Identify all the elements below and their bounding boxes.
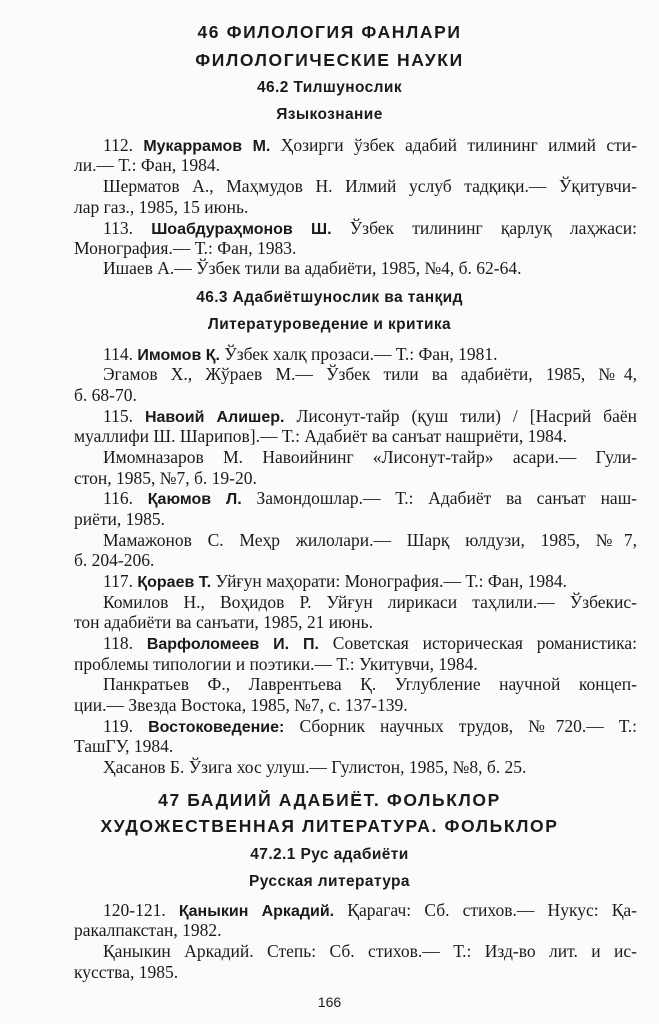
entry-text: Панкратьев Ф., Лаврентьева Қ. Углубление научной концеп-	[103, 674, 637, 694]
entry-text: Замондошлар.— Т.: Адабиёт ва санъат наш-	[241, 488, 637, 508]
entry-number: 112.	[103, 135, 144, 155]
subsection-heading: 47.2.1 Рус адабиёти	[250, 846, 409, 863]
bibliography-line	[103, 900, 637, 922]
entry-text: Шерматов А., Маҳмудов Н. Илмий услуб тадқиқи.— Ўқитувчи-	[103, 176, 637, 196]
bibliography-line	[103, 258, 637, 278]
bibliography-line	[74, 238, 637, 258]
entry-text: Советская историческая романистика:	[318, 633, 637, 653]
section-heading: ФИЛОЛОГИЧЕСКИЕ НАУКИ	[195, 50, 464, 70]
entry-number: 113.	[103, 218, 152, 238]
bibliography-line	[74, 695, 637, 715]
subsection-heading: Языкознание	[276, 106, 383, 123]
bibliography-line	[103, 757, 637, 777]
bibliography-line	[103, 176, 637, 196]
entry-text: Комилов Н., Воҳидов Р. Уйғун лирикаси таҳлили.— Ўзбекис-	[103, 592, 637, 612]
entry-text: ции.— Звезда Востока, 1985, №7, с. 137-139.	[74, 695, 408, 715]
author-name: Имомов Қ.	[137, 347, 220, 364]
bibliography-line	[74, 654, 637, 674]
entry-text: проблемы типологии и поэтики.— Т.: Укитувчи, 1984.	[74, 654, 478, 674]
bibliography-line	[74, 468, 637, 488]
entry-text: стон, 1985, №7, б. 19-20.	[74, 468, 257, 488]
author-name: Варфоломеев И. П.	[146, 636, 319, 653]
subsection-heading: 46.2 Тилшунослик	[256, 79, 403, 96]
author-name: Қаныкин Аркадий.	[178, 903, 335, 920]
entry-text: Ишаев А.— Ўзбек тили ва адабиёти, 1985, №4, б. 62-64.	[103, 258, 522, 278]
entry-text: Ўзбек халқ прозаси.— Т.: Фан, 1981.	[219, 344, 498, 364]
entry-text: ли.— Т.: Фан, 1984.	[74, 155, 220, 175]
author-name: Шоабдураҳмонов Ш.	[151, 221, 332, 238]
bibliography-line	[103, 218, 637, 240]
author-name: Қораев Т.	[137, 574, 212, 591]
bibliography-line	[74, 509, 637, 529]
entry-text: Қарагач: Сб. стихов.— Нукус: Қа-	[334, 900, 638, 920]
entry-text: б. 204-206.	[74, 550, 155, 570]
bibliography-line	[103, 406, 637, 428]
bibliography-line	[103, 716, 637, 738]
bibliography-line	[74, 612, 637, 632]
section-heading: 47 БАДИИЙ АДАБИЁТ. ФОЛЬКЛОР	[158, 790, 501, 810]
section-heading: 46 ФИЛОЛОГИЯ ФАНЛАРИ	[197, 22, 462, 42]
entry-text: Ҳозирги ўзбек адабий тилининг илмий сти-	[270, 135, 637, 155]
subsection-heading: Русская литература	[249, 873, 410, 890]
entry-text: тон адабиёти ва санъати, 1985, 21 июнь.	[74, 612, 373, 632]
author-name: Қаюмов Л.	[147, 491, 242, 508]
entry-text: Лисонут-тайр (қуш тили) / [Насрий баён	[284, 406, 637, 426]
bibliography-line	[74, 736, 637, 756]
entry-text: Қаныкин Аркадий. Степь: Сб. стихов.— Т.: Изд-во лит. и ис-	[103, 941, 637, 961]
author-name: Навоий Алишер.	[144, 409, 285, 426]
subsection-heading: Литературоведение и критика	[207, 316, 452, 333]
page-number: 166	[317, 994, 342, 1010]
author-name: Востоковедение:	[148, 719, 285, 736]
bibliography-line	[74, 385, 637, 405]
entry-text: риёти, 1985.	[74, 509, 166, 529]
entry-text: Монография.— Т.: Фан, 1983.	[74, 238, 297, 258]
bibliography-line	[103, 488, 637, 510]
entry-text: Эгамов Х., Жўраев М.— Ўзбек тили ва адабиёти, 1985, №4,	[103, 364, 637, 384]
bibliography-line	[103, 571, 637, 593]
bibliography-line	[74, 962, 637, 982]
entry-text: б. 68-70.	[74, 385, 137, 405]
bibliography-line	[103, 674, 637, 694]
entry-text: кусства, 1985.	[74, 962, 179, 982]
bibliography-line	[103, 941, 637, 961]
entry-text: лар газ., 1985, 15 июнь.	[74, 197, 249, 217]
bibliography-line	[103, 633, 637, 655]
entry-number: 114.	[103, 344, 138, 364]
entry-text: Сборник научных трудов, №720.— Т.:	[284, 716, 637, 736]
entry-text: ТашГУ, 1984.	[74, 736, 174, 756]
section-heading: ХУДОЖЕСТВЕННАЯ ЛИТЕРАТУРА. ФОЛЬКЛОР	[100, 816, 559, 836]
entry-number: 119.	[103, 716, 149, 736]
bibliography-line	[103, 530, 637, 550]
bibliography-line	[74, 155, 637, 175]
bibliography-line	[103, 592, 637, 612]
bibliography-line	[74, 550, 637, 570]
bibliography-line	[103, 364, 637, 384]
bibliography-line	[74, 920, 637, 940]
entry-number: 115.	[103, 406, 145, 426]
entry-text: Мамажонов С. Меҳр жилолари.— Шарқ юлдузи, 1985, №7,	[103, 530, 637, 550]
entry-number: 118.	[103, 633, 147, 653]
entry-text: муаллифи Ш. Шарипов].— Т.: Адабиёт ва санъат нашриёти, 1984.	[74, 426, 568, 446]
bibliography-line	[103, 135, 637, 157]
bibliography-line	[103, 344, 637, 366]
bibliography-line	[74, 197, 637, 217]
bibliography-line	[103, 447, 637, 467]
author-name: Мукаррамов М.	[143, 138, 271, 155]
entry-number: 120-121.	[103, 900, 179, 920]
entry-text: Ўзбек тилининг қарлуқ лаҳжаси:	[331, 218, 637, 238]
entry-text: Уйғун маҳорати: Монография.— Т.: Фан, 1984.	[211, 571, 567, 591]
bibliography-line	[74, 426, 637, 446]
entry-text: Имомназаров М. Навоийнинг «Лисонут-тайр» асари.— Гули-	[103, 447, 637, 467]
entry-text: ракалпакстан, 1982.	[74, 920, 222, 940]
subsection-heading: 46.3 Адабиётшунослик ва танқид	[196, 289, 463, 306]
entry-text: Ҳасанов Б. Ўзига хос улуш.— Гулистон, 1985, №8, б. 25.	[103, 757, 527, 777]
entry-number: 116.	[103, 488, 148, 508]
entry-number: 117.	[103, 571, 138, 591]
